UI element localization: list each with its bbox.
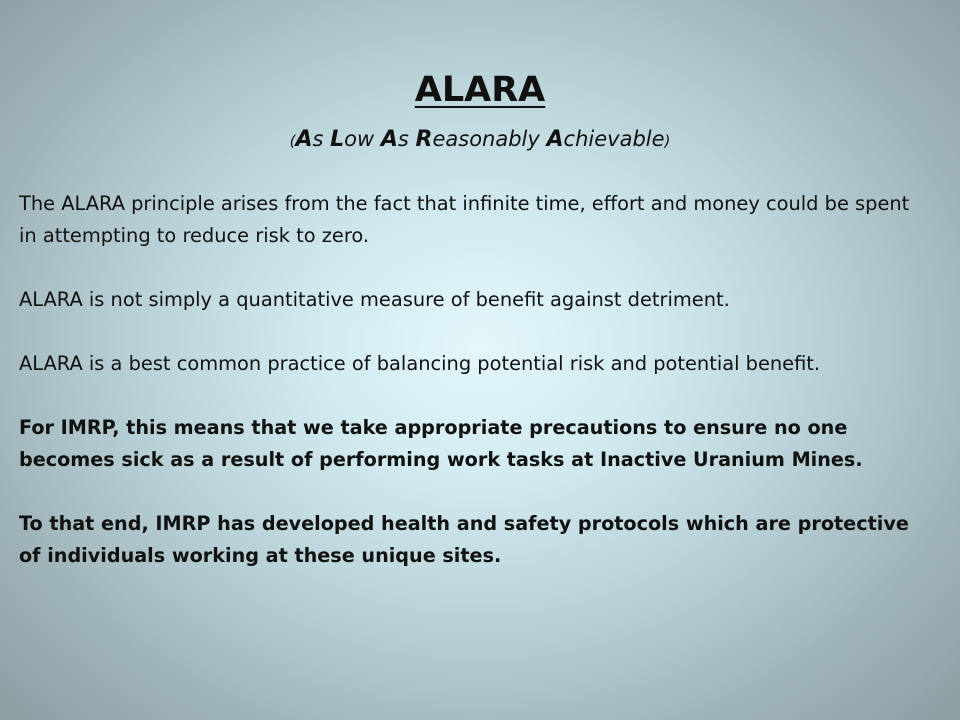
subtitle-close-paren: ) xyxy=(664,132,671,150)
subtitle-open-paren: ( xyxy=(289,132,296,150)
slide-body xyxy=(19,188,919,604)
paragraph-alara-principle: The ALARA principle arises from the fact that infinite time, effort and money could be spent in attempting to reduce risk to zero. xyxy=(19,192,910,247)
slide-subtitle xyxy=(0,122,960,158)
subtitle-word-3-rest: s xyxy=(397,127,416,151)
subtitle-word-3-initial: A xyxy=(380,127,398,152)
paragraph-imrp-protocols: To that end, IMRP has developed health and safety protocols which are protective of individuals working at these unique sites. xyxy=(19,512,909,567)
subtitle-word-5-initial: A xyxy=(546,127,564,152)
paragraph-imrp-precautions: For IMRP, this means that we take appropriate precautions to ensure no one becomes sick as a result of performing work tasks at Inactive Uranium Mines. xyxy=(19,416,863,471)
slide-title: ALARA xyxy=(414,70,546,110)
subtitle-word-2-initial: L xyxy=(330,127,345,152)
subtitle-word-4-rest: easonably xyxy=(432,127,547,151)
subtitle-word-2-rest: ow xyxy=(344,127,381,151)
subtitle-word-4-initial: R xyxy=(415,127,433,152)
subtitle-word-1-rest: s xyxy=(312,127,331,151)
paragraph-not-quantitative: ALARA is not simply a quantitative measure of benefit against detriment. xyxy=(19,288,730,311)
paragraph-best-practice: ALARA is a best common practice of balancing potential risk and potential benefit. xyxy=(19,352,821,375)
subtitle-word-5-rest: chievable xyxy=(563,127,665,151)
subtitle-word-1-initial: A xyxy=(295,127,313,152)
